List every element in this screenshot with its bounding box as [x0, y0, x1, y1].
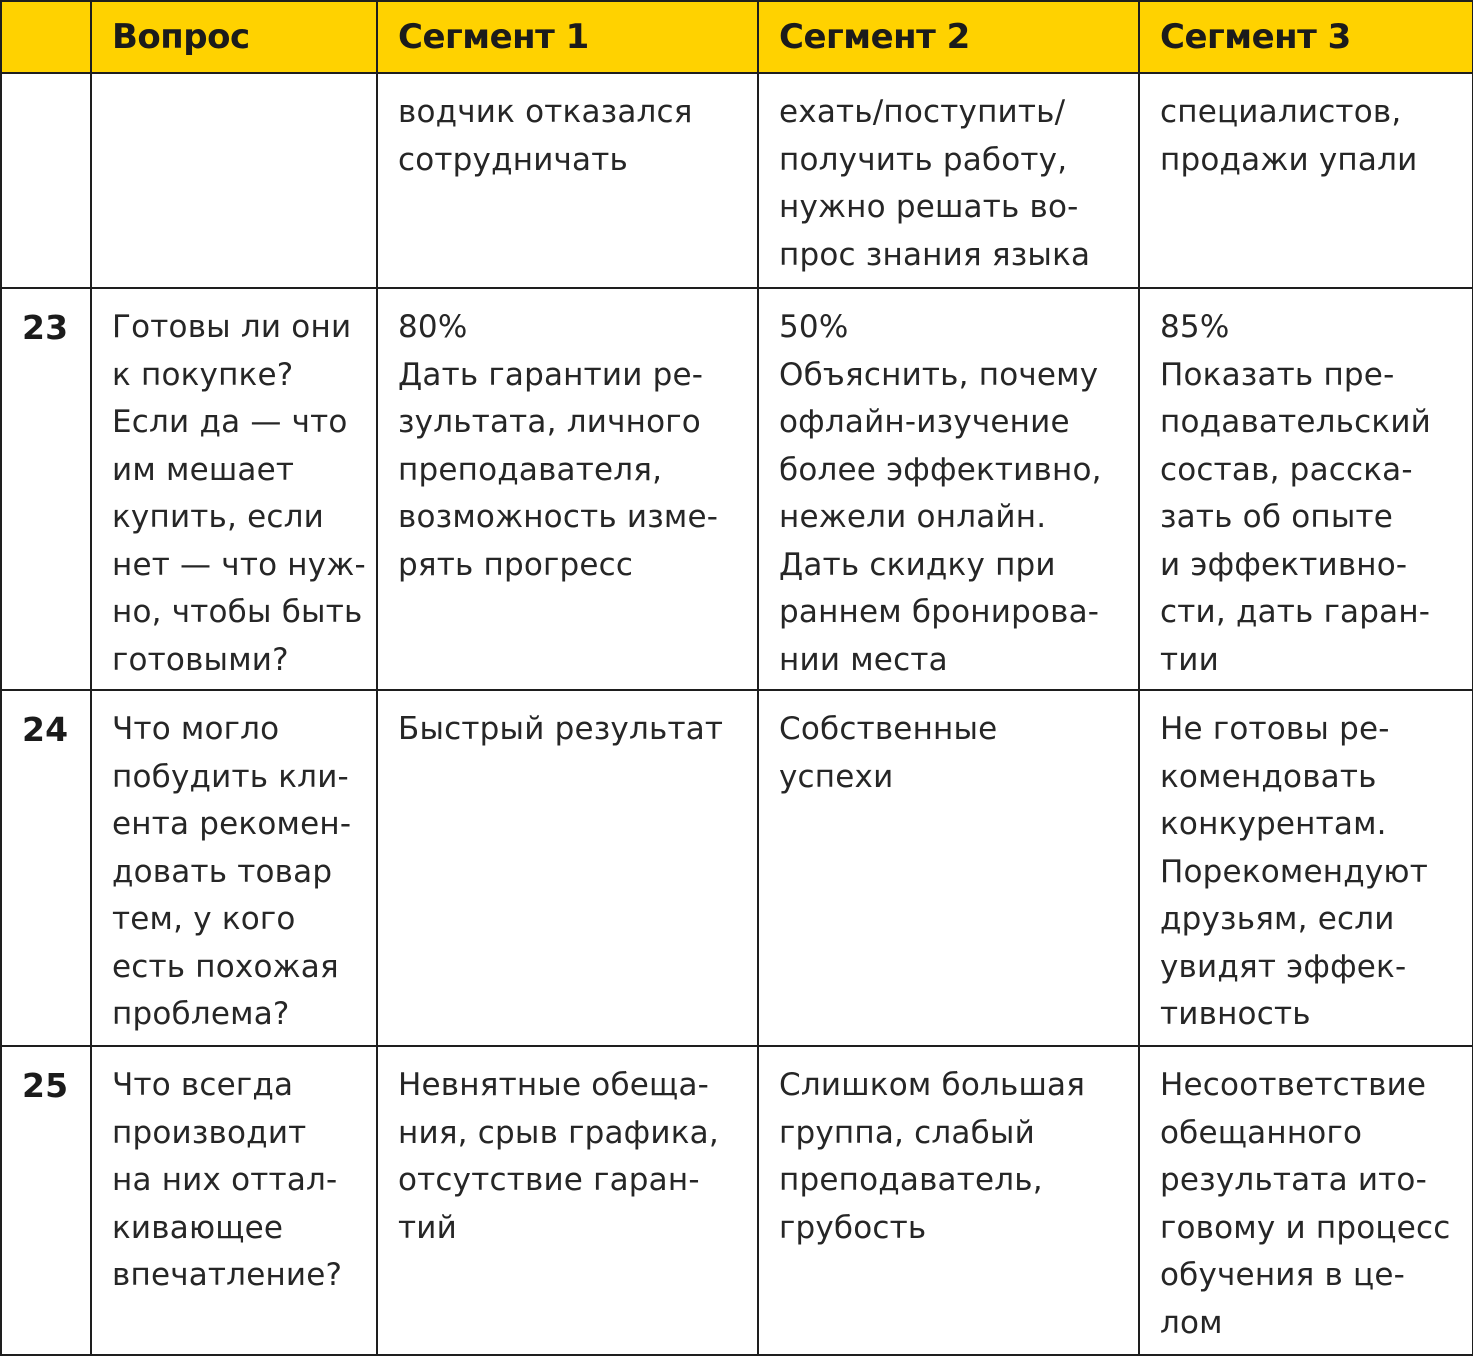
- segment-3-cell: Не готовы ре- комендовать конкурентам. Порекомендуют друзьям, если увидят эффек- тивность: [1139, 690, 1473, 1046]
- row-number: 25: [1, 1046, 91, 1355]
- segment-3-cell: 85% Показать пре- подавательский состав, расска- зать об опыте и эффективно- сти, дать гаран- тии: [1139, 288, 1473, 690]
- segment-3-cell: специалистов, продажи упали: [1139, 73, 1473, 288]
- row-number: 23: [1, 288, 91, 690]
- segment-2-cell: Слишком большая группа, слабый преподаватель, грубость: [758, 1046, 1139, 1355]
- header-question: Вопрос: [91, 1, 377, 73]
- segment-3-cell: Несоответствие обещанного результата ито- говому и процесс обучения в це- лом: [1139, 1046, 1473, 1355]
- question-cell: Что могло побудить кли- ента рекомен- довать товар тем, у кого есть похожая проблема?: [91, 690, 377, 1046]
- question-cell: [91, 73, 377, 288]
- segment-1-cell: водчик отказался сотрудничать: [377, 73, 758, 288]
- segment-1-cell: Быстрый результат: [377, 690, 758, 1046]
- table-row-continued: [1, 73, 1473, 288]
- table-row-23: [1, 288, 1473, 690]
- header-segment-1: Сегмент 1: [377, 1, 758, 73]
- header-num-cell: [1, 1, 91, 73]
- table-row-24: [1, 690, 1473, 1046]
- segment-2-cell: Собственные успехи: [758, 690, 1139, 1046]
- segment-1-cell: Невнятные обеща- ния, срыв графика, отсутствие гаран- тий: [377, 1046, 758, 1355]
- table-row-25: [1, 1046, 1473, 1355]
- table-header-row: [1, 1, 1473, 73]
- segment-2-cell: 50% Объяснить, почему офлайн-изучение более эффективно, нежели онлайн. Дать скидку при раннем бронирова- нии места: [758, 288, 1139, 690]
- row-number: 24: [1, 690, 91, 1046]
- row-number: [1, 73, 91, 288]
- header-segment-3: Сегмент 3: [1139, 1, 1473, 73]
- segment-2-cell: ехать/поступить/ получить работу, нужно решать во- прос знания языка: [758, 73, 1139, 288]
- segment-1-cell: 80% Дать гарантии ре- зультата, личного преподавателя, возможность изме- рять прогресс: [377, 288, 758, 690]
- question-cell: Что всегда производит на них оттал- кивающее впечатление?: [91, 1046, 377, 1355]
- question-cell: Готовы ли они к покупке? Если да — что им мешает купить, если нет — что нуж- но, чтобы быть готовыми?: [91, 288, 377, 690]
- header-segment-2: Сегмент 2: [758, 1, 1139, 73]
